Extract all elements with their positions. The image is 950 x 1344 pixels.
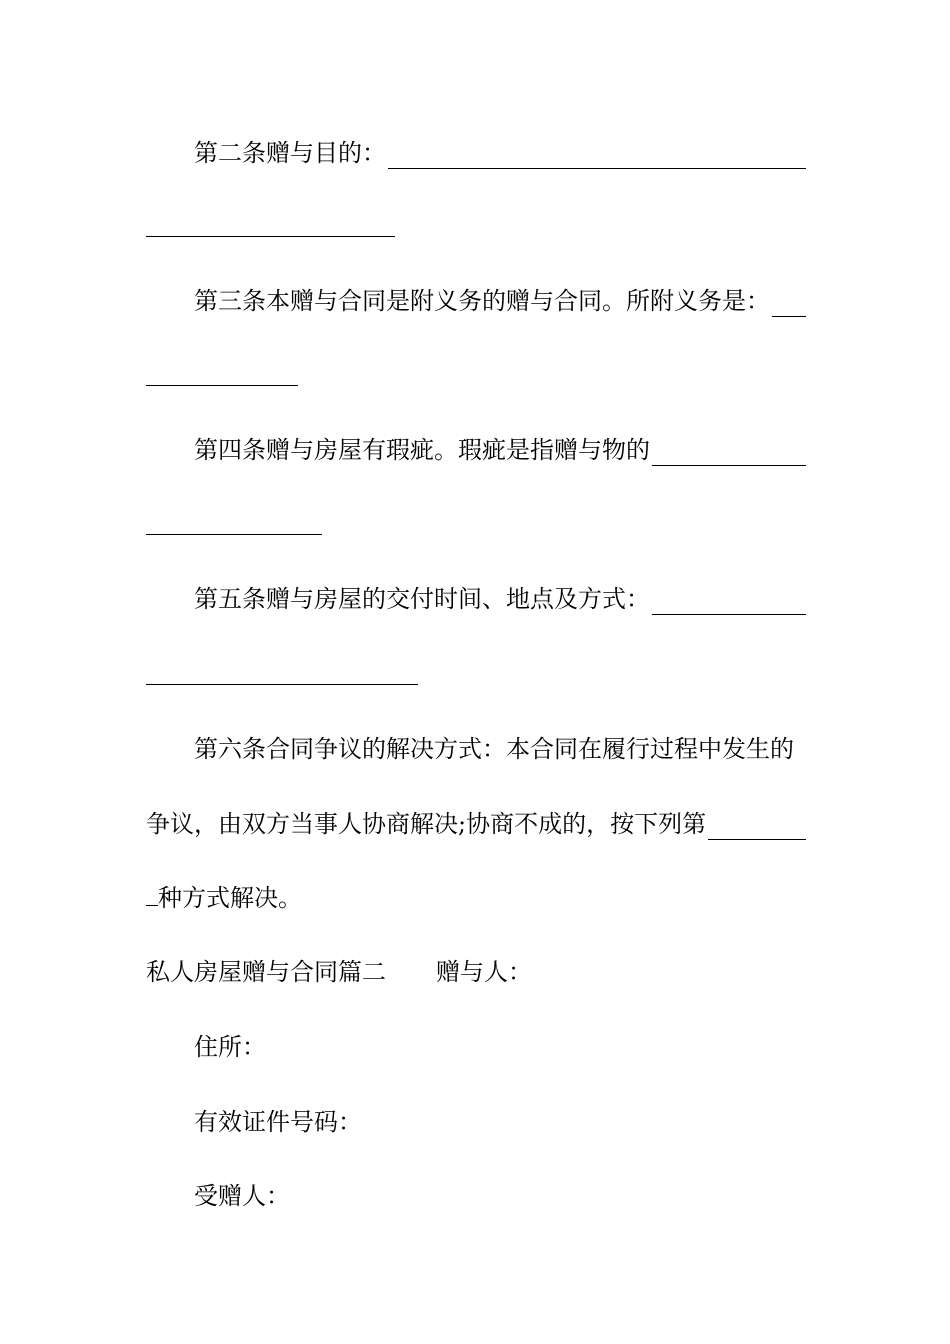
article-5-blank	[652, 592, 806, 615]
article-4-blank-continued	[146, 533, 322, 535]
article-4-line	[146, 434, 806, 466]
article-3-blank	[772, 294, 806, 317]
article-5-text: 第五条赠与房屋的交付时间、地点及方式：	[194, 585, 650, 613]
article-2-blank	[388, 146, 806, 169]
article-6-text-1: 第六条合同争议的解决方式：本合同在履行过程中发生的	[194, 735, 794, 763]
article-6-line-2	[146, 808, 806, 840]
article-5-blank-continued	[146, 683, 418, 685]
article-3-text: 第三条本赠与合同是附义务的赠与合同。所附义务是：	[194, 287, 770, 315]
article-2-line	[146, 137, 806, 169]
article-6-blank	[708, 817, 806, 840]
article-3-line	[146, 285, 806, 317]
address-line	[146, 1031, 806, 1063]
article-6-blank-continued	[146, 883, 158, 906]
article-6-line-1	[146, 733, 806, 765]
id-number-label: 有效证件号码：	[194, 1108, 362, 1136]
article-4-blank	[652, 443, 806, 466]
article-5-line	[146, 583, 806, 615]
article-6-line-3	[146, 882, 806, 914]
article-3-blank-continued	[146, 384, 298, 386]
donee-label: 受赠人：	[194, 1182, 290, 1210]
donor-label: 赠与人：	[436, 958, 532, 986]
id-number-line	[146, 1106, 806, 1138]
address-label: 住所：	[194, 1033, 266, 1061]
article-2-text: 第二条赠与目的：	[194, 139, 386, 167]
article-2-blank-continued	[146, 235, 395, 237]
article-4-text: 第四条赠与房屋有瑕疵。瑕疵是指赠与物的	[194, 436, 650, 464]
section-heading-line	[146, 956, 806, 988]
section-title: 私人房屋赠与合同篇二	[146, 958, 386, 986]
donee-line	[146, 1180, 806, 1212]
article-6-text-2: 争议，由双方当事人协商解决;协商不成的，按下列第	[146, 810, 707, 838]
article-6-text-3: 种方式解决。	[158, 884, 302, 912]
